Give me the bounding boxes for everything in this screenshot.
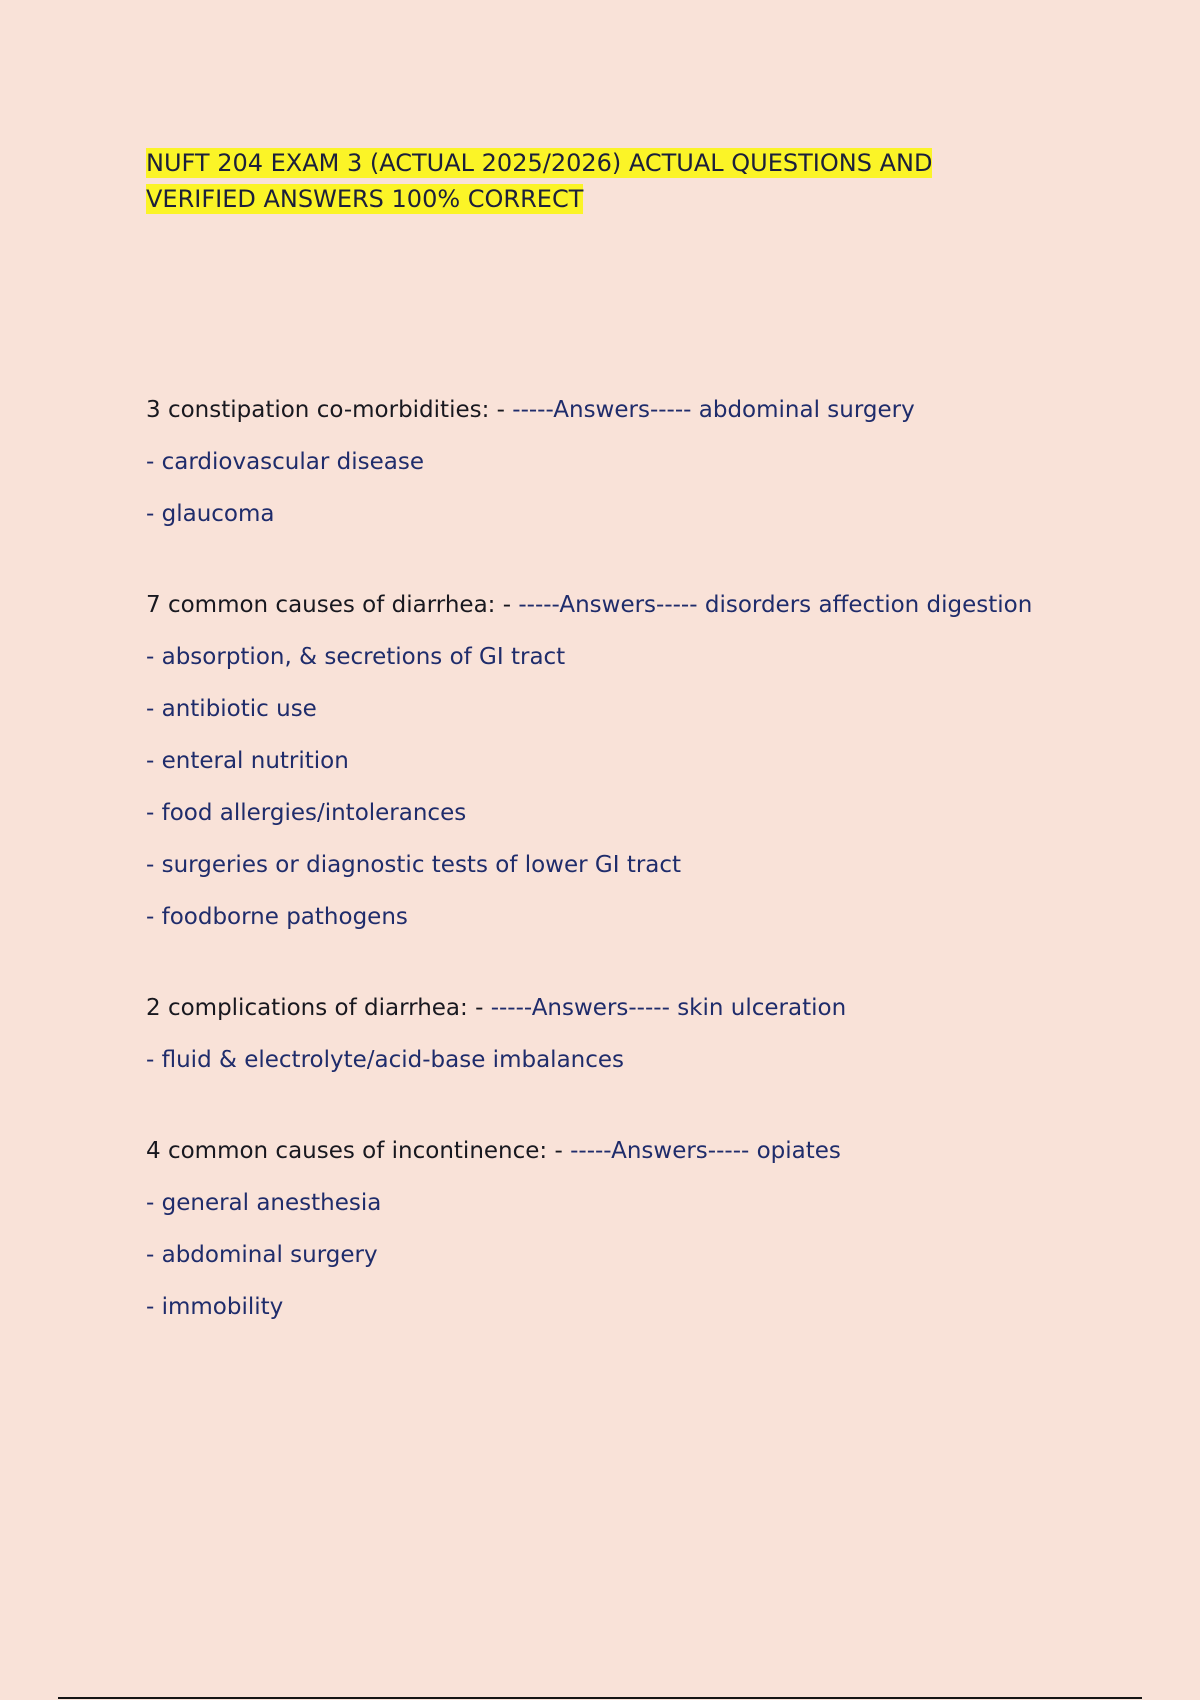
answer-marker: -----Answers----- [562,1138,757,1164]
document-title [146,145,1046,217]
qa-section-constipation [146,392,1066,533]
question-text: 4 common causes of incontinence: - [146,1138,563,1164]
qa-question-line [146,990,1066,1027]
answer-marker: -----Answers----- [504,397,699,423]
qa-question-line [146,1133,1066,1170]
answer-list-item: - food allergies/intolerances [146,800,467,826]
qa-content [146,392,1066,1380]
answer-list-item: - glaucoma [146,501,275,527]
first-answer: skin ulceration [677,995,847,1021]
title-line-1: NUFT 204 EXAM 3 (ACTUAL 2025/2026) ACTUAL QUESTIONS AND [146,149,933,177]
answer-list-item: - foodborne pathogens [146,904,408,930]
title-line-2: VERIFIED ANSWERS 100% CORRECT [146,185,584,213]
answer-marker: -----Answers----- [511,592,705,618]
answer-list-item: - fluid & electrolyte/acid-base imbalances [146,1047,625,1073]
qa-section-diarrhea-complications [146,990,1066,1079]
answer-list-item: - abdominal surgery [146,1242,378,1268]
first-answer: abdominal surgery [698,397,915,423]
answer-list-item: - antibiotic use [146,696,317,722]
answer-list-item: - cardiovascular disease [146,449,424,475]
first-answer: opiates [756,1138,841,1164]
footer-rule [58,1697,1142,1699]
answer-list-item: - immobility [146,1294,284,1320]
question-text: 3 constipation co-morbidities: - [146,397,505,423]
qa-section-diarrhea-causes [146,587,1066,936]
qa-question-line [146,587,1066,624]
first-answer: disorders affection digestion [704,592,1033,618]
answer-list-item: - enteral nutrition [146,748,349,774]
qa-section-incontinence [146,1133,1066,1326]
qa-question-line [146,392,1066,429]
answer-list-item: - absorption, & secretions of GI tract [146,644,566,670]
question-text: 2 complications of diarrhea: - [146,995,484,1021]
question-text: 7 common causes of diarrhea: - [146,592,512,618]
answer-list-item: - general anesthesia [146,1190,382,1216]
answer-marker: -----Answers----- [483,995,678,1021]
answer-list-item: - surgeries or diagnostic tests of lower GI tract [146,852,682,878]
